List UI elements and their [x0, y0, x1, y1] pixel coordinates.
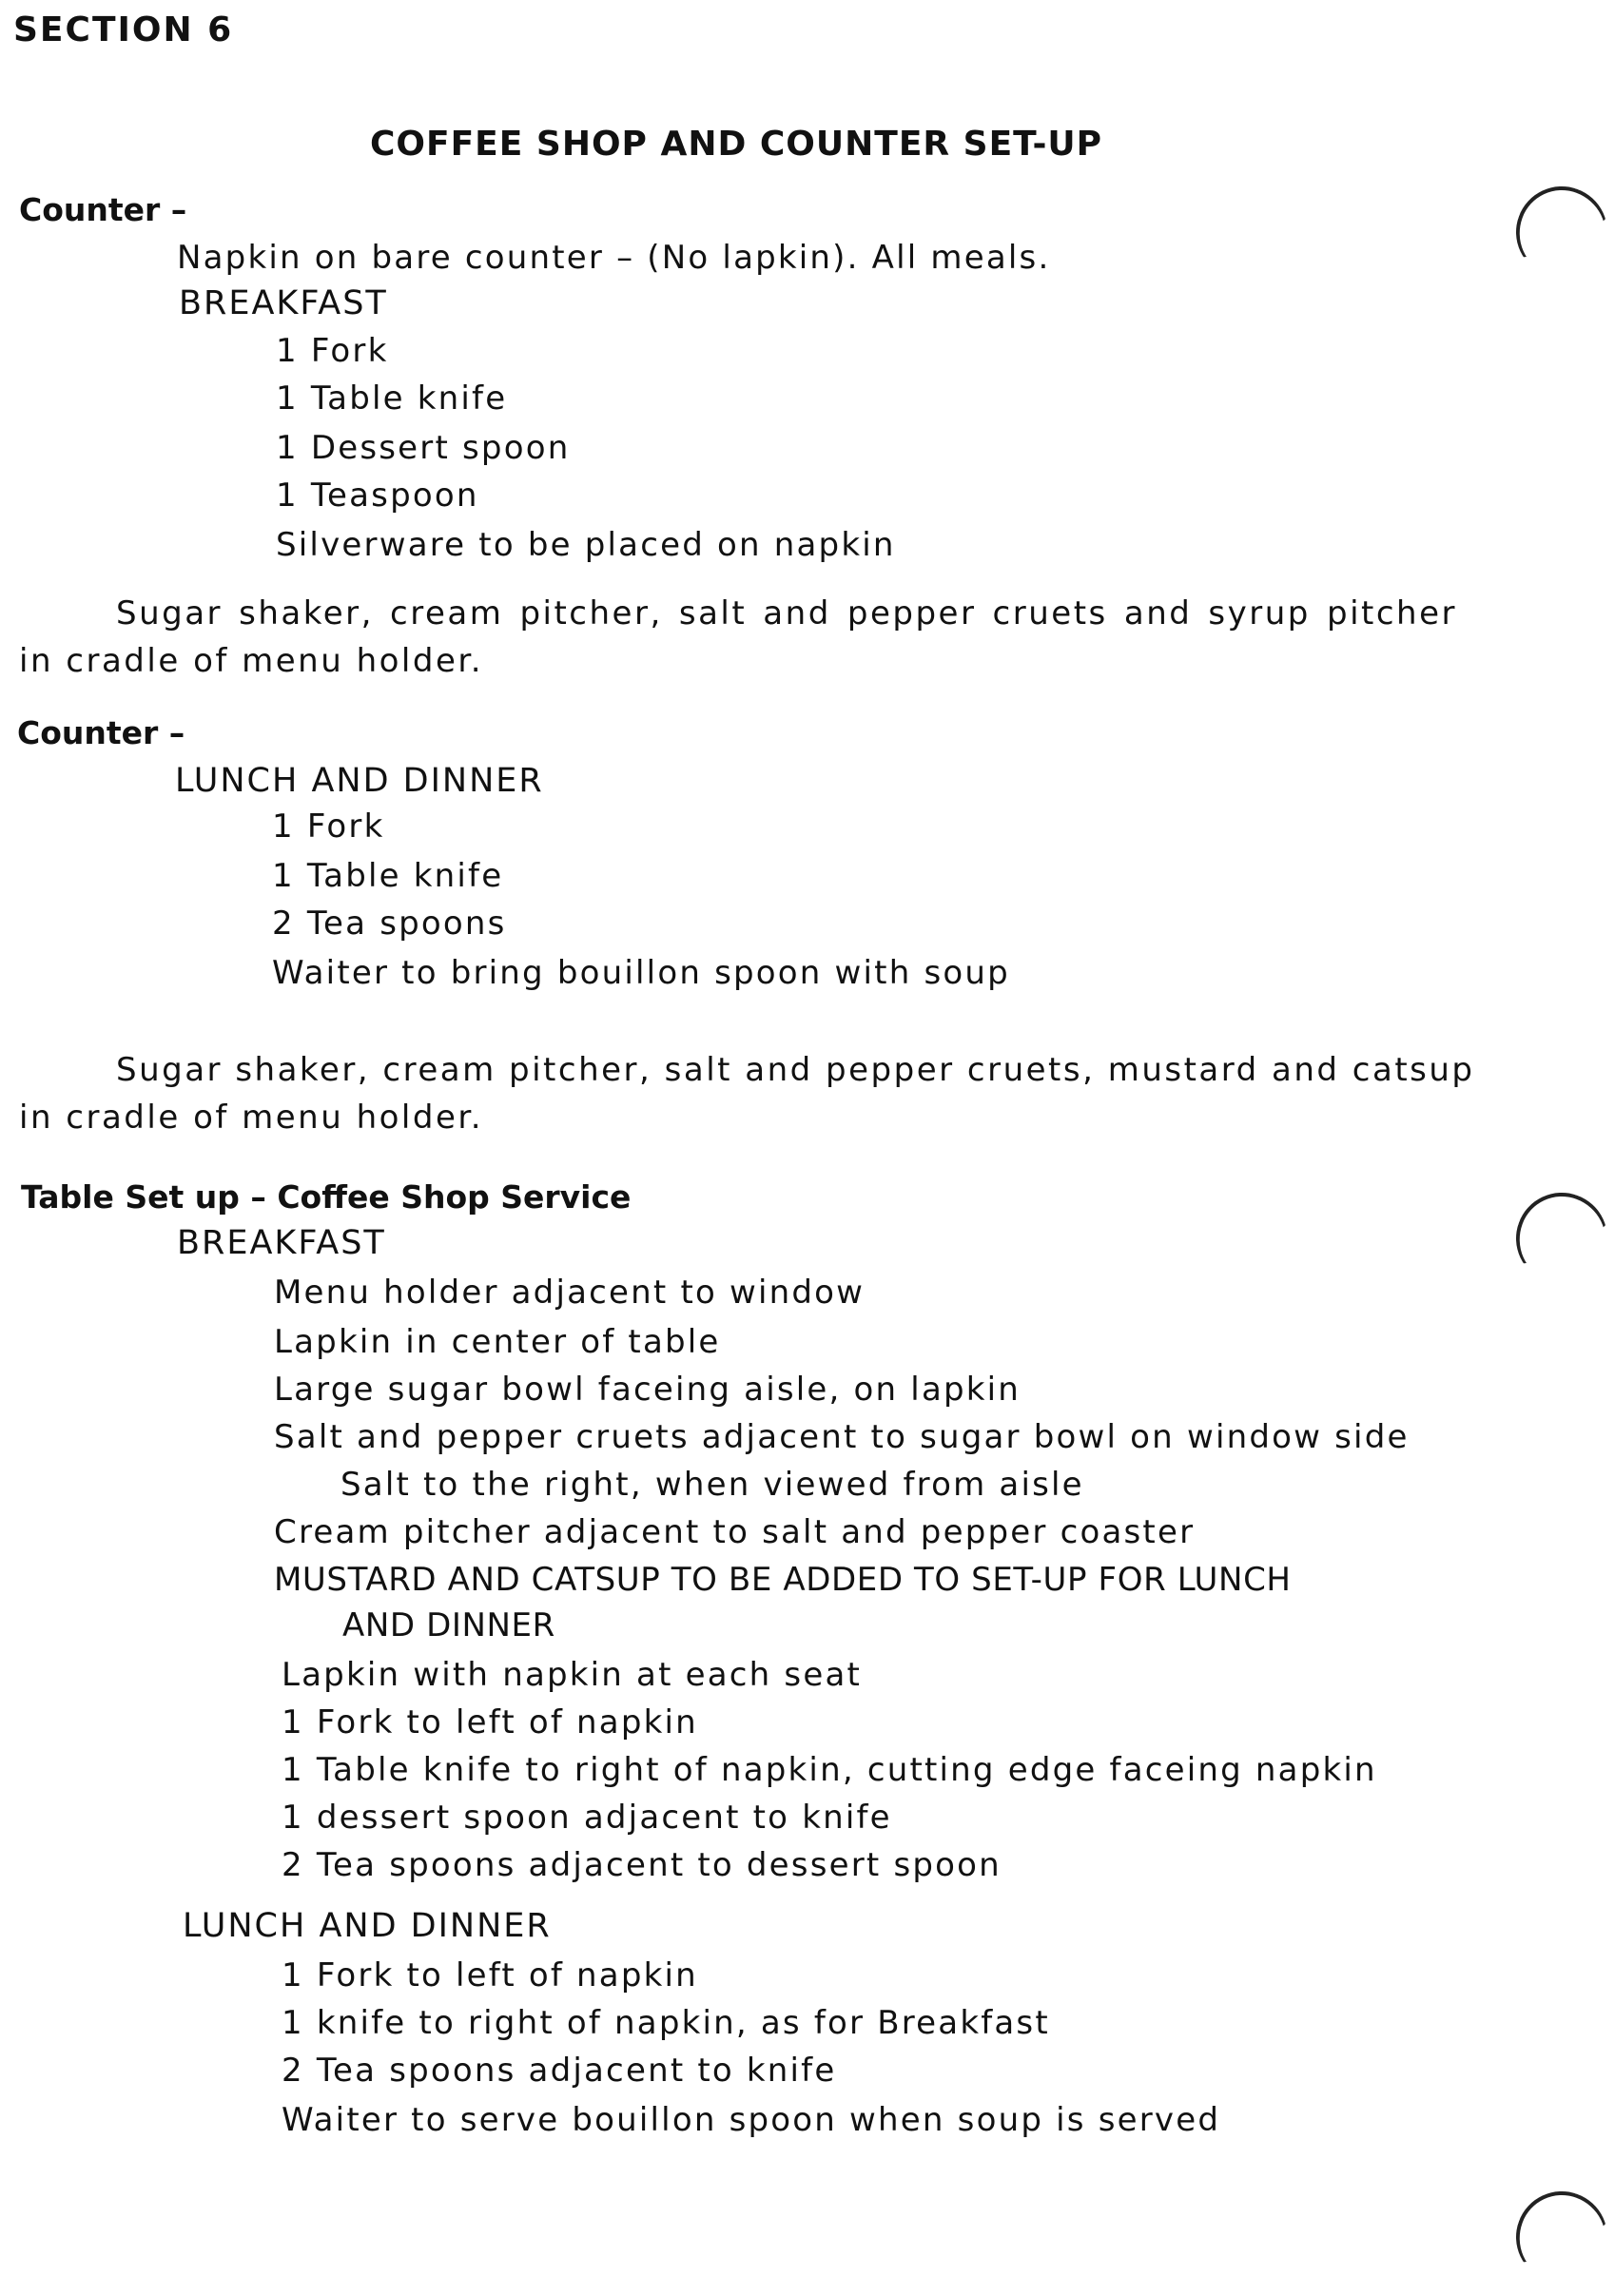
table-breakfast-item: Salt to the right, when viewed from aisle — [341, 1466, 1084, 1504]
table-lunch-label: LUNCH AND DINNER — [183, 1907, 552, 1945]
counter-breakfast-note-cont: in cradle of menu holder. — [19, 642, 484, 680]
counter-breakfast-note: Sugar shaker, cream pitcher, salt and pepper cruets and syrup pitcher — [116, 594, 1457, 632]
counter-breakfast-item: 1 Teaspoon — [276, 477, 479, 515]
counter-heading: Counter – — [19, 191, 187, 228]
table-breakfast-item: 1 Table knife to right of napkin, cutting edge faceing napkin — [282, 1751, 1377, 1789]
counter-breakfast-item: 1 Fork — [276, 332, 389, 370]
table-setup-heading: Table Set up – Coffee Shop Service — [21, 1178, 632, 1216]
table-lunch-item: 1 Fork to left of napkin — [282, 1956, 698, 1994]
counter-lunch-note: Sugar shaker, cream pitcher, salt and pepper cruets, mustard and catsup — [116, 1051, 1475, 1089]
table-lunch-item: 2 Tea spoons adjacent to knife — [282, 2052, 837, 2090]
table-breakfast-item: 1 Fork to left of napkin — [282, 1703, 698, 1741]
section-label: SECTION 6 — [13, 10, 234, 49]
binder-hole — [1503, 173, 1615, 290]
counter-lunch-label: LUNCH AND DINNER — [175, 762, 544, 800]
counter-lunch-note-cont: in cradle of menu holder. — [19, 1099, 484, 1137]
counter-breakfast-item: Silverware to be placed on napkin — [276, 526, 896, 564]
table-breakfast-item: 1 dessert spoon adjacent to knife — [282, 1799, 892, 1837]
table-lunch-item: 1 knife to right of napkin, as for Breakfast — [282, 2004, 1050, 2042]
counter-breakfast-item: 1 Dessert spoon — [276, 429, 571, 467]
table-breakfast-item: Menu holder adjacent to window — [274, 1274, 866, 1312]
counter-lunch-item: 1 Fork — [272, 807, 385, 846]
counter-heading: Counter – — [17, 714, 185, 751]
table-breakfast-item: Salt and pepper cruets adjacent to sugar bowl on window side — [274, 1418, 1410, 1456]
counter-intro: Napkin on bare counter – (No lapkin). All meals. — [177, 239, 1051, 277]
table-breakfast-item: AND DINNER — [342, 1606, 555, 1644]
table-breakfast-item: Lapkin in center of table — [274, 1323, 721, 1361]
page-title: COFFEE SHOP AND COUNTER SET-UP — [369, 125, 1103, 164]
table-breakfast-item: Cream pitcher adjacent to salt and pepper coaster — [274, 1513, 1196, 1551]
table-breakfast-label: BREAKFAST — [177, 1224, 386, 1262]
binder-hole — [1503, 1179, 1615, 1296]
counter-breakfast-item: 1 Table knife — [276, 379, 508, 418]
table-breakfast-item: Large sugar bowl faceing aisle, on lapkin — [274, 1371, 1022, 1409]
counter-lunch-item: Waiter to bring bouillon spoon with soup — [272, 954, 1010, 992]
counter-breakfast-label: BREAKFAST — [179, 284, 388, 322]
table-breakfast-item: Lapkin with napkin at each seat — [282, 1656, 863, 1694]
binder-hole — [1503, 2178, 1615, 2295]
table-breakfast-item: MUSTARD AND CATSUP TO BE ADDED TO SET-UP FOR LUNCH — [274, 1561, 1292, 1599]
counter-lunch-item: 1 Table knife — [272, 857, 504, 895]
table-lunch-item: Waiter to serve bouillon spoon when soup is served — [282, 2101, 1221, 2139]
counter-lunch-item: 2 Tea spoons — [272, 905, 507, 943]
table-breakfast-item: 2 Tea spoons adjacent to dessert spoon — [282, 1846, 1002, 1884]
